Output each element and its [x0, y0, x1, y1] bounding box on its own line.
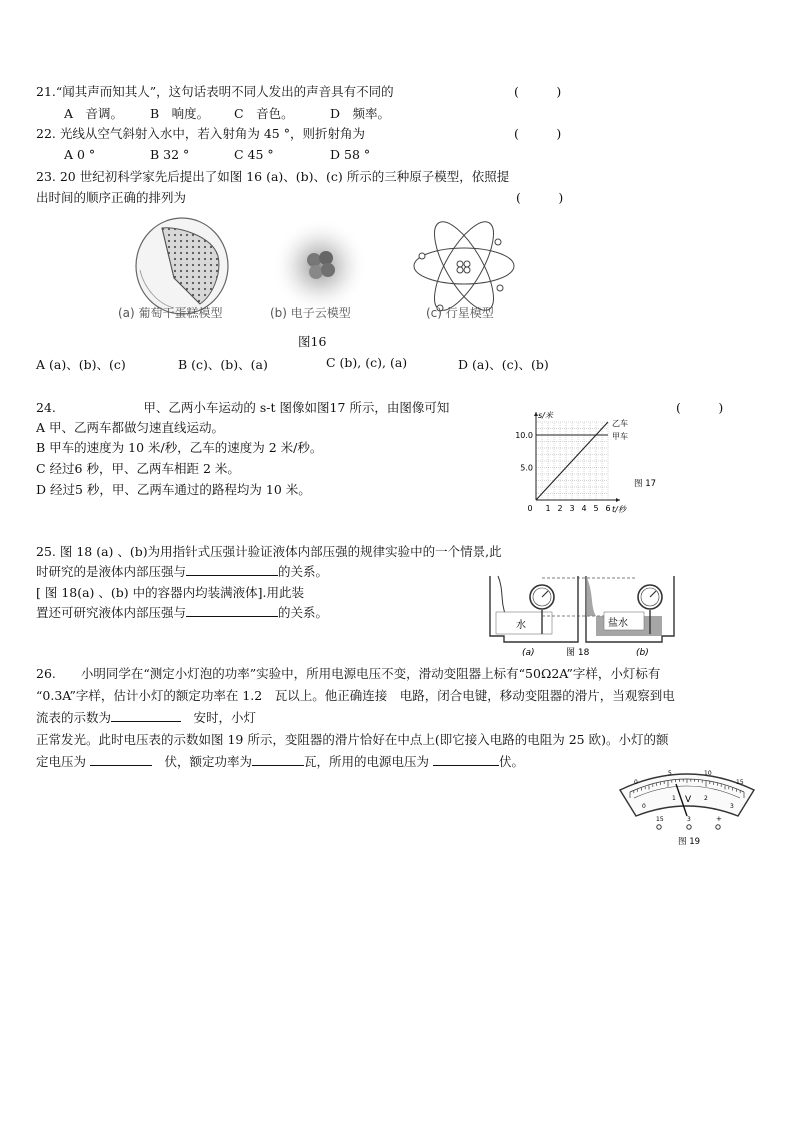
electron-cloud-model-icon	[272, 218, 368, 314]
chart-x-tick-label: 0	[527, 504, 533, 513]
fig16-label-b: (b) 电子云模型	[270, 306, 351, 320]
q21-stem: 21.“闻其声而知其人”，这句话表明不同人发出的声音具有不同的	[36, 84, 394, 99]
chart-x-tick-label: 3	[569, 504, 575, 513]
figure-19-voltmeter	[612, 764, 762, 852]
terminal-3-icon	[687, 825, 691, 829]
q22-answer-paren: ( )	[514, 126, 562, 141]
figure-17-st-chart	[506, 410, 656, 515]
q25-blank-1[interactable]	[186, 563, 278, 576]
voltmeter-unit: V	[685, 795, 692, 805]
q26-line5-text-b: 伏，额定功率为	[152, 754, 253, 769]
q26-line5-text-c: 瓦，所用的电源电压为	[304, 754, 430, 769]
q26-line3-tail: 安时，小灯	[181, 710, 257, 725]
q21-option-c: C 音色。	[234, 106, 294, 121]
scale-bottom-1: 1	[672, 795, 676, 802]
chart-x-tick-label: 2	[557, 504, 563, 513]
q21-option-d: D 频率。	[330, 106, 391, 121]
q22-option-c: C 45 °	[234, 147, 274, 162]
q26-stem-line3	[36, 708, 256, 726]
terminal-15-icon	[657, 825, 661, 829]
series-label-jia: 甲车	[612, 432, 628, 441]
q23-option-d: D (a)、(c)、(b)	[458, 357, 549, 372]
q24-option-b: B 甲车的速度为 10 米/秒，乙车的速度为 2 米/秒。	[36, 440, 323, 455]
q25-line4-tail: 的关系。	[278, 605, 329, 620]
q21-option-b: B 响度。	[150, 106, 210, 121]
fig18-sub-a: (a)	[522, 648, 535, 658]
q21-option-a: A 音调。	[64, 106, 124, 121]
fig19-caption: 图 19	[678, 837, 701, 847]
scale-top-15: 15	[736, 779, 744, 786]
q26-blank-source-voltage[interactable]	[433, 753, 499, 766]
q24-option-d: D 经过5 秒，甲、乙两车通过的路程均为 10 米。	[36, 482, 311, 497]
q25-stem-line2	[36, 562, 328, 580]
q23-stem-line1: 23. 20 世纪初科学家先后提出了如图 16 (a)、(b)、(c) 所示的三种原子模型，依照提	[36, 169, 510, 184]
q23-stem-line2: 出时间的顺序正确的排列为	[36, 190, 187, 205]
scale-bottom-3: 3	[730, 803, 734, 810]
scale-top-5: 5	[668, 770, 672, 777]
q24-stem: 24. 甲、乙两小车运动的 s-t 图像如图17 所示，由图像可知	[36, 400, 450, 415]
series-label-yi: 乙车	[612, 419, 628, 428]
terminal-15-label: 15	[656, 816, 664, 823]
scale-top-0: 0	[634, 779, 638, 786]
plum-pudding-model-icon	[136, 218, 228, 314]
chart-y-tick-label: 5.0	[520, 463, 533, 473]
q23-option-a: A (a)、(b)、(c)	[36, 357, 126, 372]
q26-blank-power[interactable]	[252, 753, 304, 766]
fig16-label-a: (a) 葡萄干蛋糕模型	[118, 306, 223, 320]
q24-answer-paren: ( )	[676, 400, 724, 415]
terminal-plus-icon	[716, 825, 720, 829]
q25-stem-line3: [ 图 18(a) 、(b) 中的容器内均装满液体].用此装	[36, 585, 304, 600]
scale-bottom-2: 2	[704, 795, 708, 802]
q24-option-a: A 甲、乙两车都做匀速直线运动。	[36, 420, 225, 435]
chart-x-tick-label: 4	[581, 504, 587, 513]
chart-y-tick-label: 10.0	[515, 431, 533, 440]
chart-y-axis-label: s/米	[538, 411, 553, 420]
chart-x-tick-label: 6	[605, 504, 611, 513]
fig18-caption: 图 18	[566, 648, 590, 658]
q22-option-d: D 58 °	[330, 147, 371, 162]
q25-blank-2[interactable]	[186, 604, 278, 617]
chart-x-tick-label: 5	[593, 504, 599, 513]
q22-stem: 22. 光线从空气斜射入水中，若入射角为 45 °，则折射角为	[36, 126, 365, 141]
q26-stem-line5	[36, 752, 524, 770]
q26-line3-text: 流表的示数为	[36, 710, 112, 725]
fig18-label-water: 水	[516, 620, 526, 631]
q26-blank-voltage[interactable]	[90, 753, 152, 766]
fig18-label-saltwater: 盐水	[608, 618, 628, 629]
q25-line4-text: 置还可研究液体内部压强与	[36, 605, 187, 620]
q26-stem-line2: “0.3A”字样，估计小灯的额定功率在 1.2 瓦以上。他正确连接 电路，闭合电键，移动变阻器的滑片，当观察到电	[36, 688, 675, 703]
chart-x-tick-label: 1	[545, 504, 551, 513]
terminal-3-label: 3	[687, 816, 691, 823]
chart-x-axis-label: t/秒	[612, 505, 626, 514]
fig18-sub-b: (b)	[636, 648, 649, 658]
q26-stem-line1: 26. 小明同学在“测定小灯泡的功率”实验中，所用电源电压不变，滑动变阻器上标有“50Ω2A”字样，小灯标有	[36, 666, 661, 681]
q22-option-a: A 0 °	[64, 147, 96, 162]
terminal-plus-label: +	[716, 815, 722, 823]
q26-line5-text-d: 伏。	[499, 754, 525, 769]
q23-answer-paren: ( )	[516, 190, 564, 205]
q26-blank-current[interactable]	[111, 709, 181, 722]
q25-stem-line4	[36, 603, 328, 621]
fig16-caption: 图16	[298, 334, 327, 349]
q23-option-b: B (c)、(b)、(a)	[178, 357, 268, 372]
figure-18-pressure-gauge	[486, 572, 678, 658]
q25-line2-tail: 的关系。	[278, 564, 329, 579]
q25-stem-line1: 25. 图 18 (a) 、(b)为用指针式压强计验证液体内部压强的规律实验中的一个情景,此	[36, 544, 502, 559]
fig17-caption: 图 17	[634, 479, 656, 489]
planetary-model-icon	[414, 214, 514, 319]
q22-option-b: B 32 °	[150, 147, 190, 162]
q26-line5-text-a: 定电压为	[36, 754, 87, 769]
scale-bottom-0: 0	[642, 803, 646, 810]
q25-line2-text: 时研究的是液体内部压强与	[36, 564, 187, 579]
q26-stem-line4: 正常发光。此时电压表的示数如图 19 所示，变阻器的滑片恰好在中点上(即它接入电路的电阻为 25 欧)。小灯的额	[36, 732, 669, 747]
q21-answer-paren: ( )	[514, 84, 562, 99]
q24-option-c: C 经过6 秒，甲、乙两车相距 2 米。	[36, 461, 240, 476]
x-axis-arrow	[616, 498, 620, 502]
q23-option-c: C (b), (c), (a)	[326, 355, 408, 370]
scale-top-10: 10	[704, 770, 712, 777]
fig16-label-c: (c) 行星模型	[426, 306, 494, 320]
